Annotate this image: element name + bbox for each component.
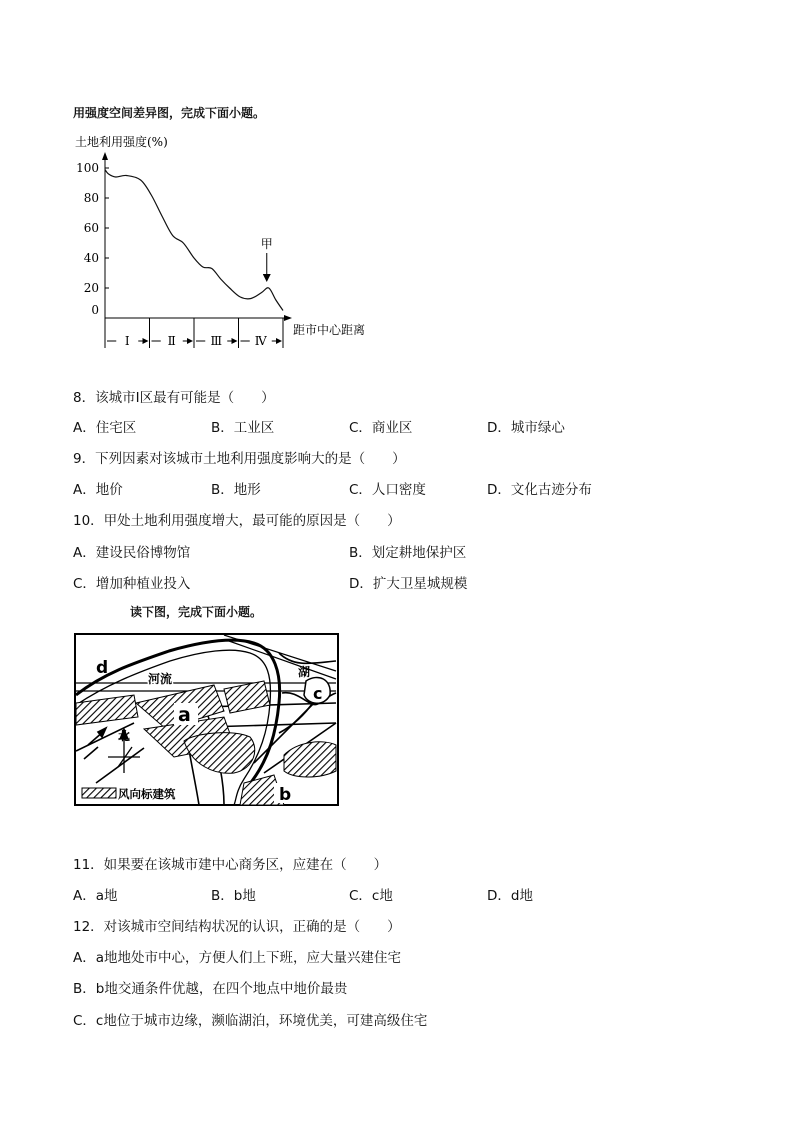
q12-option-c[interactable]: C．c地位于城市边缘，濒临湖泊，环境优美，可建高级住宅: [73, 1013, 428, 1029]
y-tick-label: 60: [83, 221, 99, 235]
q11-option-d[interactable]: D．d地: [487, 888, 533, 904]
q8-option-d[interactable]: D．城市绿心: [487, 420, 565, 436]
y-axis-arrow: [102, 152, 108, 160]
q10-option-c[interactable]: C．增加种植业投入: [73, 576, 191, 592]
q9-option-a[interactable]: A．地价: [73, 482, 123, 498]
map-label-d: d: [96, 658, 109, 678]
intro-text-2: 读下图，完成下面小题。: [130, 605, 263, 619]
zone-label: Ⅰ: [124, 334, 130, 348]
q8-option-b[interactable]: B．工业区: [211, 420, 275, 436]
zone-arrow-head: [232, 338, 238, 344]
intensity-curve: [105, 170, 283, 311]
q10-option-b[interactable]: B．划定耕地保护区: [349, 545, 467, 561]
y-tick-label: 80: [83, 191, 99, 205]
question-12-stem: 12．对该城市空间结构状况的认识，正确的是（ ）: [73, 919, 401, 935]
x-axis-arrow: [284, 315, 292, 321]
question-11-stem: 11．如果要在该城市建中心商务区，应建在（ ）: [73, 857, 388, 873]
q8-option-a[interactable]: A．住宅区: [73, 420, 137, 436]
annotation-jia: 甲: [260, 237, 273, 251]
x-axis-label: 距市中心距离: [293, 323, 366, 337]
legend-swatch: [82, 788, 116, 798]
y-tick-label: 0: [91, 303, 99, 317]
q8-option-c[interactable]: C．商业区: [349, 420, 413, 436]
intro-text-1: 用强度空间差异图，完成下面小题。: [73, 106, 266, 120]
zone-arrow-head: [276, 338, 282, 344]
city-map: [74, 633, 339, 806]
question-9-stem: 9．下列因素对该城市土地利用强度影响大的是（ ）: [73, 451, 406, 467]
question-10-stem: 10．甲处土地利用强度增大，最可能的原因是（ ）: [73, 513, 401, 529]
zone-label: Ⅱ: [167, 334, 176, 348]
q10-option-a[interactable]: A．建设民俗博物馆: [73, 545, 191, 561]
q12-option-a[interactable]: A．a地地处市中心，方便人们上下班，应大量兴建住宅: [73, 950, 402, 966]
q9-option-d[interactable]: D．文化古迹分布: [487, 482, 592, 498]
land-use-intensity-chart: [65, 130, 395, 355]
map-label-lake: 湖: [298, 665, 311, 679]
q10-option-d[interactable]: D．扩大卫星城规模: [349, 576, 468, 592]
map-label-river: 河流: [148, 672, 173, 686]
question-8-stem: 8．该城市Ⅰ区最有可能是（ ）: [73, 390, 275, 406]
zone-label: Ⅳ: [254, 334, 267, 348]
zone-arrow-head: [187, 338, 193, 344]
y-tick-label: 100: [76, 161, 99, 175]
q11-option-b[interactable]: B．b地: [211, 888, 256, 904]
q12-option-b[interactable]: B．b地交通条件优越，在四个地点中地价最贵: [73, 981, 348, 997]
legend-label: 风向标建筑: [118, 787, 176, 801]
map-label-c: c: [313, 684, 323, 703]
q9-option-b[interactable]: B．地形: [211, 482, 261, 498]
y-axis-label: 土地利用强度(%): [75, 135, 168, 149]
q9-option-c[interactable]: C．人口密度: [349, 482, 426, 498]
map-label-b: b: [279, 785, 292, 805]
map-label-a: a: [178, 704, 191, 726]
q11-option-c[interactable]: C．c地: [349, 888, 393, 904]
q11-option-a[interactable]: A．a地: [73, 888, 118, 904]
map-label-north: 北: [118, 729, 131, 743]
y-tick-label: 20: [83, 281, 99, 295]
y-tick-label: 40: [83, 251, 99, 265]
zone-arrow-head: [143, 338, 149, 344]
zone-label: Ⅲ: [210, 334, 223, 348]
